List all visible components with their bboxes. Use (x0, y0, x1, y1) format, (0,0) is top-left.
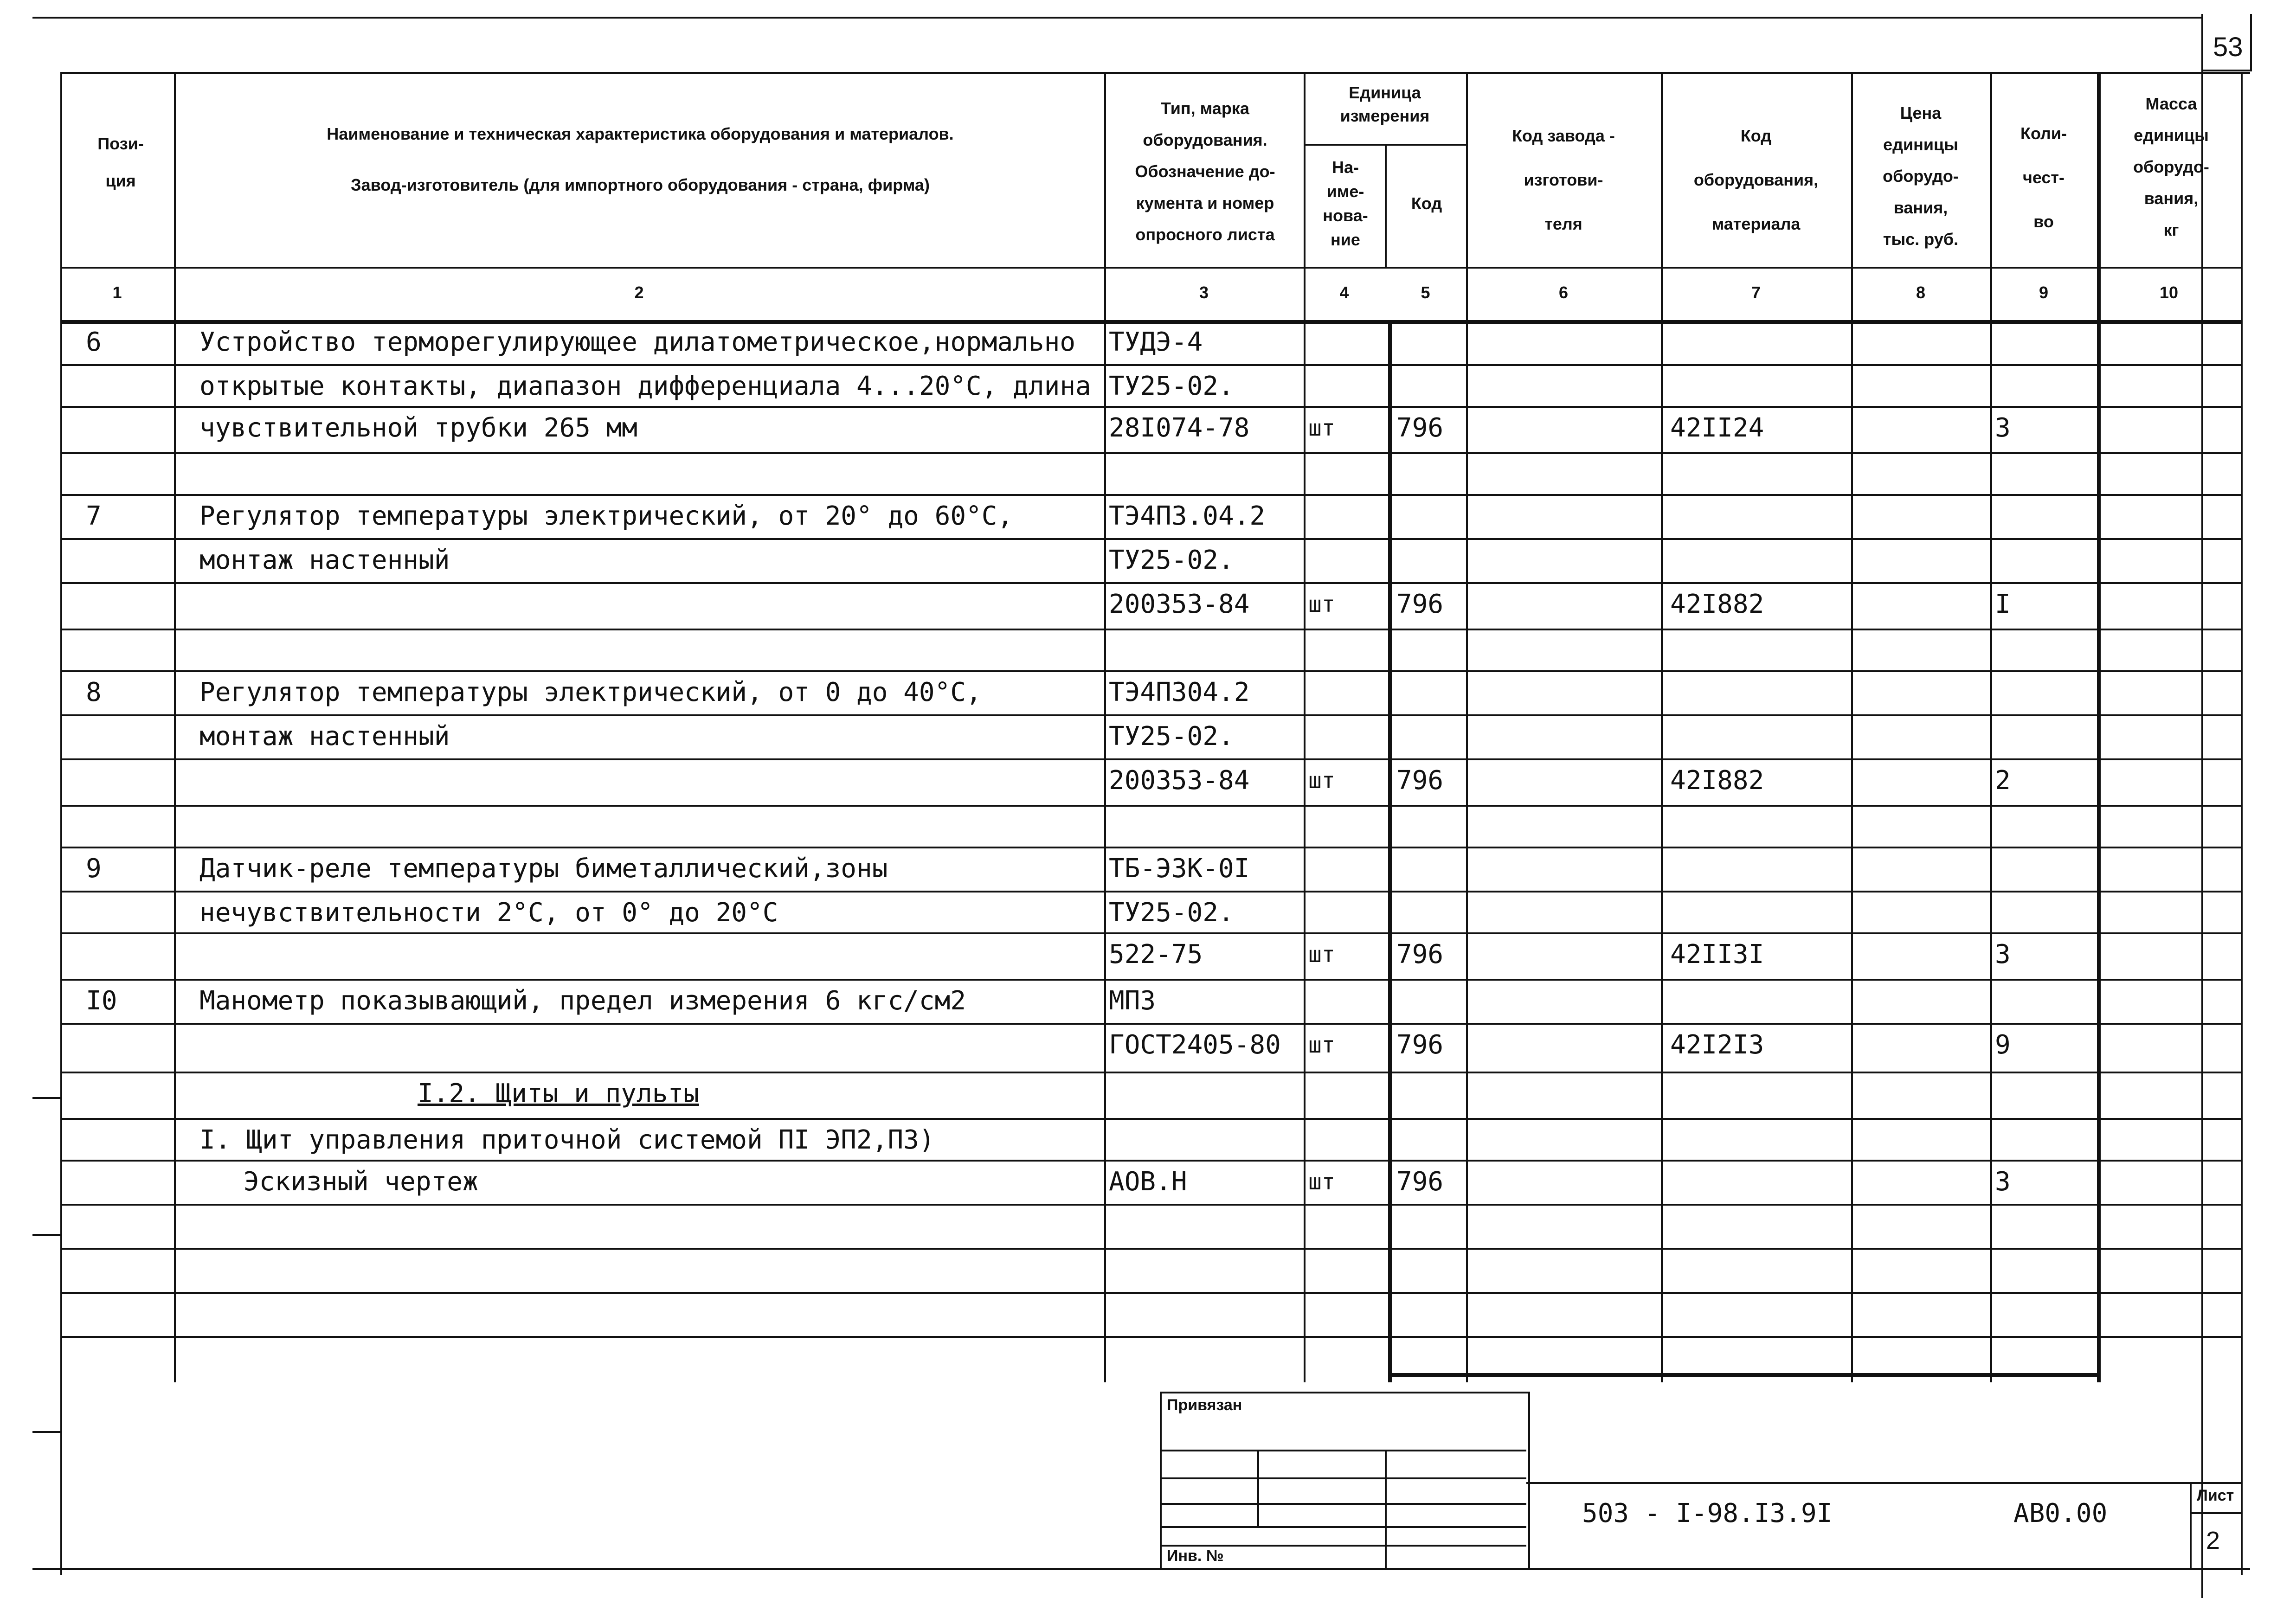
header-unit: Единица измерения (1340, 83, 1430, 125)
row-equipment-code: 42II3I (1670, 939, 1764, 969)
header-equipment-code: Код оборудования, материала (1693, 126, 1819, 233)
header-price: Цена единицы оборудо- вания, тыс. руб. (1883, 103, 1959, 249)
header-unit-code: Код (1411, 194, 1442, 213)
row-quantity: 3 (1995, 939, 2011, 969)
row-separator (60, 1204, 2241, 1206)
row-type: ТУ25-02. (1109, 721, 1234, 751)
row-separator (60, 406, 2241, 408)
col-number-7: 7 (1751, 283, 1761, 302)
row-unit-code: 796 (1396, 589, 1444, 619)
row-name: Регулятор температуры электрический, от 20° до 60°С, (199, 501, 1013, 531)
inv-label: Инв. № (1167, 1547, 1224, 1565)
row-separator (60, 494, 2241, 496)
row-position: 9 (86, 854, 102, 884)
tb-sheet-line (2190, 1512, 2241, 1514)
row-name: монтаж настенный (199, 545, 450, 575)
header-type: Тип, марка оборудования. Обозначение до- кумента и номер опросного листа (1135, 99, 1275, 244)
col-number-10: 10 (2159, 283, 2179, 302)
row-unit-code: 796 (1396, 765, 1444, 796)
row-name: I.2. Щиты и пульты (418, 1079, 699, 1109)
sheet-number: 2 (2206, 1527, 2220, 1554)
row-equipment-code: 42I2I3 (1670, 1030, 1764, 1060)
row-separator (60, 629, 2241, 630)
col-number-9: 9 (2039, 283, 2049, 302)
row-unit: шт (1308, 415, 1335, 441)
row-quantity: 9 (1995, 1030, 2011, 1060)
tb-line-2 (1160, 1477, 1526, 1479)
row-name: открытые контакты, диапазон дифференциала 4...20°С, длина (199, 371, 1091, 401)
col-number-4: 4 (1339, 283, 1349, 302)
col-number-2: 2 (634, 283, 644, 302)
tb-doc-top (1526, 1482, 2241, 1484)
unit-subhdr-line (1304, 144, 1466, 146)
row-type: 200353-84 (1109, 765, 1250, 796)
row-separator (60, 847, 2241, 848)
row-separator (60, 932, 2241, 934)
row-position: I0 (86, 986, 117, 1016)
row-separator (60, 1118, 2241, 1120)
col-number-3: 3 (1199, 283, 1209, 302)
colnum-bottom-line (60, 320, 2241, 324)
row-name: Регулятор температуры электрический, от 0 до 40°С, (199, 677, 982, 707)
tb-line-5 (1160, 1545, 1526, 1547)
row-quantity: I (1995, 589, 2011, 619)
row-type: АОВ.Н (1109, 1167, 1187, 1197)
row-separator (60, 1160, 2241, 1162)
row-unit-code: 796 (1396, 413, 1444, 443)
row-equipment-code: 42I882 (1670, 765, 1764, 796)
margin-tick-2 (32, 1234, 60, 1236)
top-border (32, 17, 2203, 19)
margin-tick-1 (32, 1097, 60, 1099)
header-unit-name: На- име- нова- ние (1323, 158, 1368, 249)
header-manufacturer: Завод-изготовитель (для импортного оборудования - страна, фирма) (351, 175, 930, 194)
row-quantity: 2 (1995, 765, 2011, 796)
row-position: 7 (86, 501, 102, 531)
row-separator (60, 670, 2241, 672)
row-unit-code: 796 (1396, 1167, 1444, 1197)
tb-line-1 (1160, 1450, 1526, 1451)
title-block-bound (1160, 1392, 1530, 1570)
page-box-bottom (2201, 70, 2250, 71)
row-unit-code: 796 (1396, 1030, 1444, 1060)
header-plant-code: Код завода - изготови- теля (1512, 126, 1615, 233)
tb-vline-1 (1257, 1450, 1259, 1526)
row-type: ТЭ4П3.04.2 (1109, 501, 1266, 531)
row-type: 200353-84 (1109, 589, 1250, 619)
row-type: ГОСТ2405-80 (1109, 1030, 1281, 1060)
row-equipment-code: 42II24 (1670, 413, 1764, 443)
body-bottom-line (1388, 1373, 2101, 1377)
row-equipment-code: 42I882 (1670, 589, 1764, 619)
row-type: МП3 (1109, 986, 1156, 1016)
header-name: Наименование и техническая характеристика оборудования и материалов. (327, 124, 954, 143)
col-line-4 (1388, 320, 1392, 1382)
margin-tick-3 (32, 1431, 60, 1433)
row-separator (60, 979, 2241, 981)
header-mass: Масса единицы оборудо- вания, кг (2133, 94, 2209, 239)
row-unit-code: 796 (1396, 939, 1444, 969)
col-number-8: 8 (1916, 283, 1926, 302)
row-type: ТБ-ЭЗК-0I (1109, 854, 1250, 884)
table-bottom (32, 1568, 2250, 1570)
row-position: 8 (86, 677, 102, 707)
row-name: монтаж настенный (199, 721, 450, 751)
row-name: Датчик-реле температуры биметаллический,зоны (199, 854, 888, 884)
row-separator (60, 714, 2241, 716)
row-separator (60, 364, 2241, 366)
row-separator (60, 758, 2241, 760)
row-separator (60, 582, 2241, 584)
row-name: Манометр показывающий, предел измерения 6 кгс/см2 (199, 986, 966, 1016)
row-separator (60, 1336, 2241, 1338)
row-type: ТЭ4П304.2 (1109, 677, 1250, 707)
row-name: I. Щит управления приточной системой ПI ЭП2,П3) (199, 1125, 935, 1155)
row-type: ТУ25-02. (1109, 898, 1234, 928)
row-separator (60, 1248, 2241, 1250)
row-position: 6 (86, 327, 102, 357)
row-name: чувствительной трубки 265 мм (199, 413, 638, 443)
row-separator (60, 1072, 2241, 1073)
col-number-5: 5 (1421, 283, 1430, 302)
table-right (2241, 72, 2243, 1575)
row-type: ТУ25-02. (1109, 545, 1234, 575)
row-separator (60, 452, 2241, 454)
page-number: 53 (2213, 32, 2243, 62)
tb-vline-2 (1385, 1450, 1387, 1568)
tb-line-3 (1160, 1503, 1526, 1505)
row-separator (60, 891, 2241, 892)
col-line-4-hdr (1385, 144, 1387, 267)
sheet-label: Лист (2197, 1487, 2234, 1504)
row-separator (60, 1292, 2241, 1294)
row-separator (60, 805, 2241, 807)
row-name: Эскизный чертеж (244, 1167, 478, 1197)
row-quantity: 3 (1995, 1167, 2011, 1197)
tb-sheet-sep (2190, 1482, 2192, 1568)
row-name: нечувствительности 2°С, от 0° до 20°С (199, 898, 778, 928)
page-box-side (2250, 14, 2252, 71)
row-quantity: 3 (1995, 413, 2011, 443)
row-type: 28I074-78 (1109, 413, 1250, 443)
doc-code: 503 - I-98.I3.9I (1582, 1498, 1833, 1528)
row-name: Устройство терморегулирующее дилатометрическое,нормально (199, 327, 1076, 357)
bound-label: Привязан (1167, 1396, 1242, 1414)
row-separator (60, 1023, 2241, 1025)
col-number-6: 6 (1558, 283, 1569, 302)
row-unit: шт (1308, 591, 1335, 617)
hdr-bottom-line (60, 267, 2241, 269)
header-quantity: Коли- чест- во (2020, 124, 2067, 231)
row-type: ТУ25-02. (1109, 371, 1234, 401)
row-type: 522-75 (1109, 939, 1203, 969)
row-unit: шт (1308, 768, 1335, 794)
row-type: ТУДЭ-4 (1109, 327, 1203, 357)
col-number-1: 1 (112, 283, 122, 302)
row-unit: шт (1308, 1169, 1335, 1195)
row-separator (60, 538, 2241, 540)
tb-line-4 (1160, 1526, 1526, 1528)
row-unit: шт (1308, 942, 1335, 968)
doc-mark: АВ0.00 (2013, 1498, 2108, 1528)
header-position: Пози- ция (97, 134, 144, 190)
table-top (60, 72, 2250, 74)
row-unit: шт (1308, 1032, 1335, 1058)
